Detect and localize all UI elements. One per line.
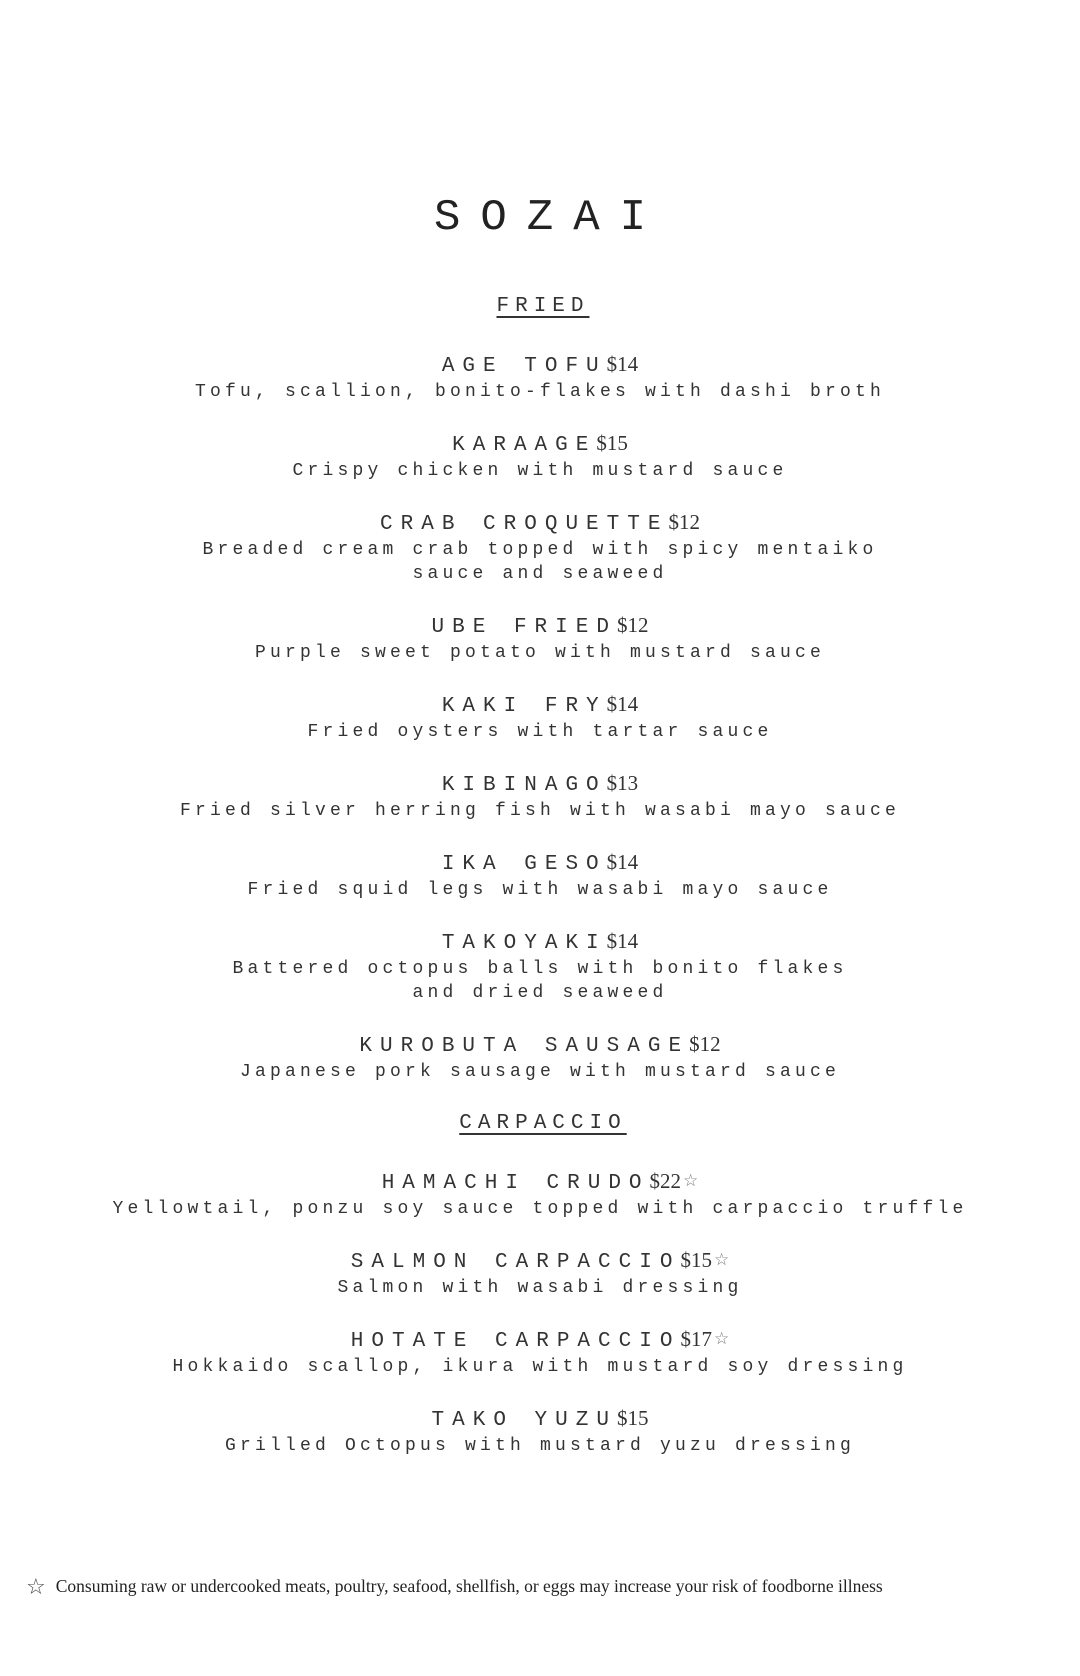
menu-item <box>0 1168 1080 1221</box>
menu-item-price: $14 <box>606 850 639 874</box>
menu-item-name: TAKOYAKI <box>441 932 607 955</box>
menu-item-header <box>0 351 1080 380</box>
section-heading-carpaccio: CARPACCIO <box>459 1112 627 1135</box>
menu-item-description: Fried oysters with tartar sauce <box>307 722 773 742</box>
menu-item-header <box>0 509 1080 538</box>
menu-item <box>0 612 1080 665</box>
page-title: SOZAI <box>433 193 667 243</box>
menu-item <box>0 509 1080 586</box>
menu-item-name: KIBINAGO <box>441 774 607 797</box>
menu-item-name: AGE TOFU <box>441 355 607 378</box>
menu-item-name: IKA GESO <box>441 853 607 876</box>
menu-item-name: SALMON CARPACCIO <box>350 1251 681 1274</box>
menu-item-description: Tofu, scallion, bonito-flakes with dashi broth <box>194 382 886 402</box>
menu-item-header <box>0 1247 1080 1276</box>
menu-item-description: Fried silver herring fish with wasabi mayo sauce <box>179 801 901 821</box>
menu-item-name: HOTATE CARPACCIO <box>350 1330 681 1353</box>
menu-item-description: Battered octopus balls with bonito flakes and dried seaweed <box>232 959 848 1003</box>
menu-item <box>0 849 1080 902</box>
menu-item-price: $14 <box>606 352 639 376</box>
menu-item-description: Salmon with wasabi dressing <box>337 1278 743 1298</box>
menu-item-header <box>0 928 1080 957</box>
menu-item-header <box>0 1405 1080 1434</box>
menu-item-description: Japanese pork sausage with mustard sauce <box>239 1062 841 1082</box>
menu-item-header <box>0 612 1080 641</box>
menu-item-price: $14 <box>606 929 639 953</box>
menu-item-price: $15 <box>680 1248 712 1272</box>
menu-item-name: KUROBUTA SAUSAGE <box>359 1035 690 1058</box>
menu-item-header <box>0 770 1080 799</box>
menu-item-header <box>0 1031 1080 1060</box>
menu-item-price: $22 <box>649 1169 682 1193</box>
menu-item-description: Fried squid legs with wasabi mayo sauce <box>247 880 833 900</box>
menu-item-header <box>0 1168 1080 1197</box>
menu-item-price: $12 <box>616 613 649 637</box>
menu-item-header <box>0 849 1080 878</box>
menu-item <box>0 1031 1080 1084</box>
menu-item-price: $15 <box>596 431 628 455</box>
menu-item-price: $13 <box>606 771 639 795</box>
menu-item-name: KAKI FRY <box>441 695 607 718</box>
menu-item-description: Purple sweet potato with mustard sauce <box>254 643 826 663</box>
menu-item-description: Crispy chicken with mustard sauce <box>292 461 788 481</box>
menu-item <box>0 1405 1080 1458</box>
menu-item-header <box>0 691 1080 720</box>
menu-item <box>0 351 1080 404</box>
menu-item <box>0 1326 1080 1379</box>
star-outline-icon: ☆ <box>26 1575 46 1600</box>
menu-item-description: Breaded cream crab topped with spicy mentaiko sauce and seaweed <box>202 540 878 584</box>
menu-item-header <box>0 430 1080 459</box>
carpaccio-items-list <box>0 1168 1080 1458</box>
menu-item-name: UBE FRIED <box>431 616 617 639</box>
menu-item <box>0 770 1080 823</box>
menu-item-description: Yellowtail, ponzu soy sauce topped with carpaccio truffle <box>112 1199 968 1219</box>
menu-item-name: HAMACHI CRUDO <box>381 1172 650 1195</box>
menu-item-price: $14 <box>606 692 639 716</box>
menu-item <box>0 1247 1080 1300</box>
section-fried <box>0 293 1080 1110</box>
menu-item-description: Grilled Octopus with mustard yuzu dressing <box>224 1436 856 1456</box>
section-heading-fried: FRIED <box>496 295 590 318</box>
menu-item-price: $12 <box>689 1032 721 1056</box>
star-outline-icon: ☆ <box>713 1329 730 1349</box>
raw-food-footnote <box>26 1574 1066 1600</box>
footnote-text: Consuming raw or undercooked meats, poultry, seafood, shellfish, or eggs may increase your risk of foodborne illness <box>55 1576 883 1596</box>
menu-item-name: CRAB CROQUETTE <box>380 513 669 536</box>
menu-item-header <box>0 1326 1080 1355</box>
menu-item-price: $15 <box>616 1406 649 1430</box>
menu-item <box>0 430 1080 483</box>
menu-item-description: Hokkaido scallop, ikura with mustard soy dressing <box>172 1357 908 1377</box>
menu-item-price: $12 <box>668 510 700 534</box>
section-carpaccio <box>0 1110 1080 1484</box>
menu-item-name: TAKO YUZU <box>431 1409 617 1432</box>
menu-item-name: KARAAGE <box>452 434 597 457</box>
fried-items-list <box>0 351 1080 1084</box>
star-outline-icon: ☆ <box>713 1250 730 1270</box>
menu-item <box>0 691 1080 744</box>
menu-item-price: $17 <box>680 1327 712 1351</box>
menu-item <box>0 928 1080 1005</box>
star-outline-icon: ☆ <box>683 1171 699 1191</box>
